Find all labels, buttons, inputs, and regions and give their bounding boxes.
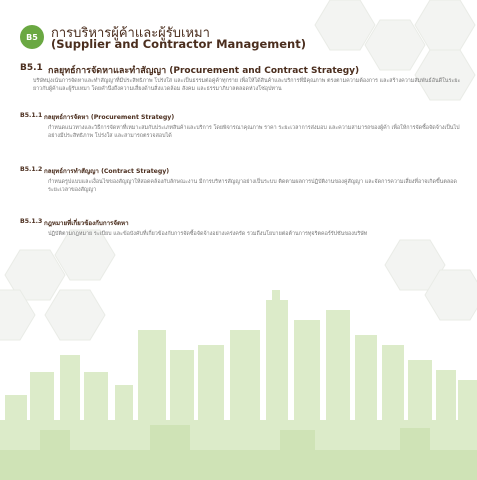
section-badge: B5 [20, 25, 44, 49]
subsection-title: กฎหมายที่เกี่ยวข้องกับการจัดหา [44, 220, 129, 227]
section-title: กลยุทธ์การจัดหาและทำสัญญา (Procurement and Contract Strategy) [48, 66, 360, 76]
page-title-thai: การบริหารผู้ค้าและผู้รับเหมา [51, 26, 210, 41]
subsection-title: กลยุทธ์การทำสัญญา (Contract Strategy) [44, 168, 170, 175]
subsection-paragraph: กำหนดรูปแบบและเงื่อนไขของสัญญาให้สอดคล้องกับลักษณะงาน มีการบริหารสัญญาอย่างเป็นระบบ ติดตามผลการปฏิบัติงานของคู่สัญญา และจัดการความเสี่ยงที่อาจเกิดขึ้นตลอดระยะเวลาของสัญญา [48, 179, 457, 194]
section-intro-paragraph: บริษัทมุ่งเน้นการจัดหาและทำสัญญาที่มีประสิทธิภาพ โปร่งใส และเป็นธรรมต่อคู่ค้าทุกราย เพื่อให้ได้สินค้าและบริการที่มีคุณภาพ ตรงตามความต้องการ และสร้างความสัมพันธ์อันดีในระยะยาวกับผู้ค้าและผู้รับเหมา โดยคำนึงถึงความเสี่ยงด้านสิ่งแวดล้อม สังคม และธรรมาภิบาลตลอดห่วงโซ่อุปทาน [33, 78, 461, 93]
subsection-title: กลยุทธ์การจัดหา (Procurement Strategy) [44, 114, 175, 121]
subsection-number: B5.1.1 [20, 112, 43, 119]
subsection-paragraph: กำหนดแนวทางและวิธีการจัดหาที่เหมาะสมกับประเภทสินค้าและบริการ โดยพิจารณาคุณภาพ ราคา ระยะเวลาการส่งมอบ และความสามารถของผู้ค้า เพื่อให้การจัดซื้อจัดจ้างเป็นไปอย่างมีประสิทธิภาพ โปร่งใส และสามารถตรวจสอบได้ [48, 125, 460, 140]
subsection-number: B5.1.2 [20, 166, 43, 173]
page-title-english: (Supplier and Contractor Management) [51, 37, 306, 51]
subsection-number: B5.1.3 [20, 218, 43, 225]
subsection-paragraph: ปฏิบัติตามกฎหมาย ระเบียบ และข้อบังคับที่เกี่ยวข้องกับการจัดซื้อจัดจ้างอย่างเคร่งครัด รวมถึงนโยบายต่อต้านการทุจริตคอร์รัปชันของบริษัท [48, 231, 368, 237]
section-number: B5.1 [20, 63, 43, 73]
